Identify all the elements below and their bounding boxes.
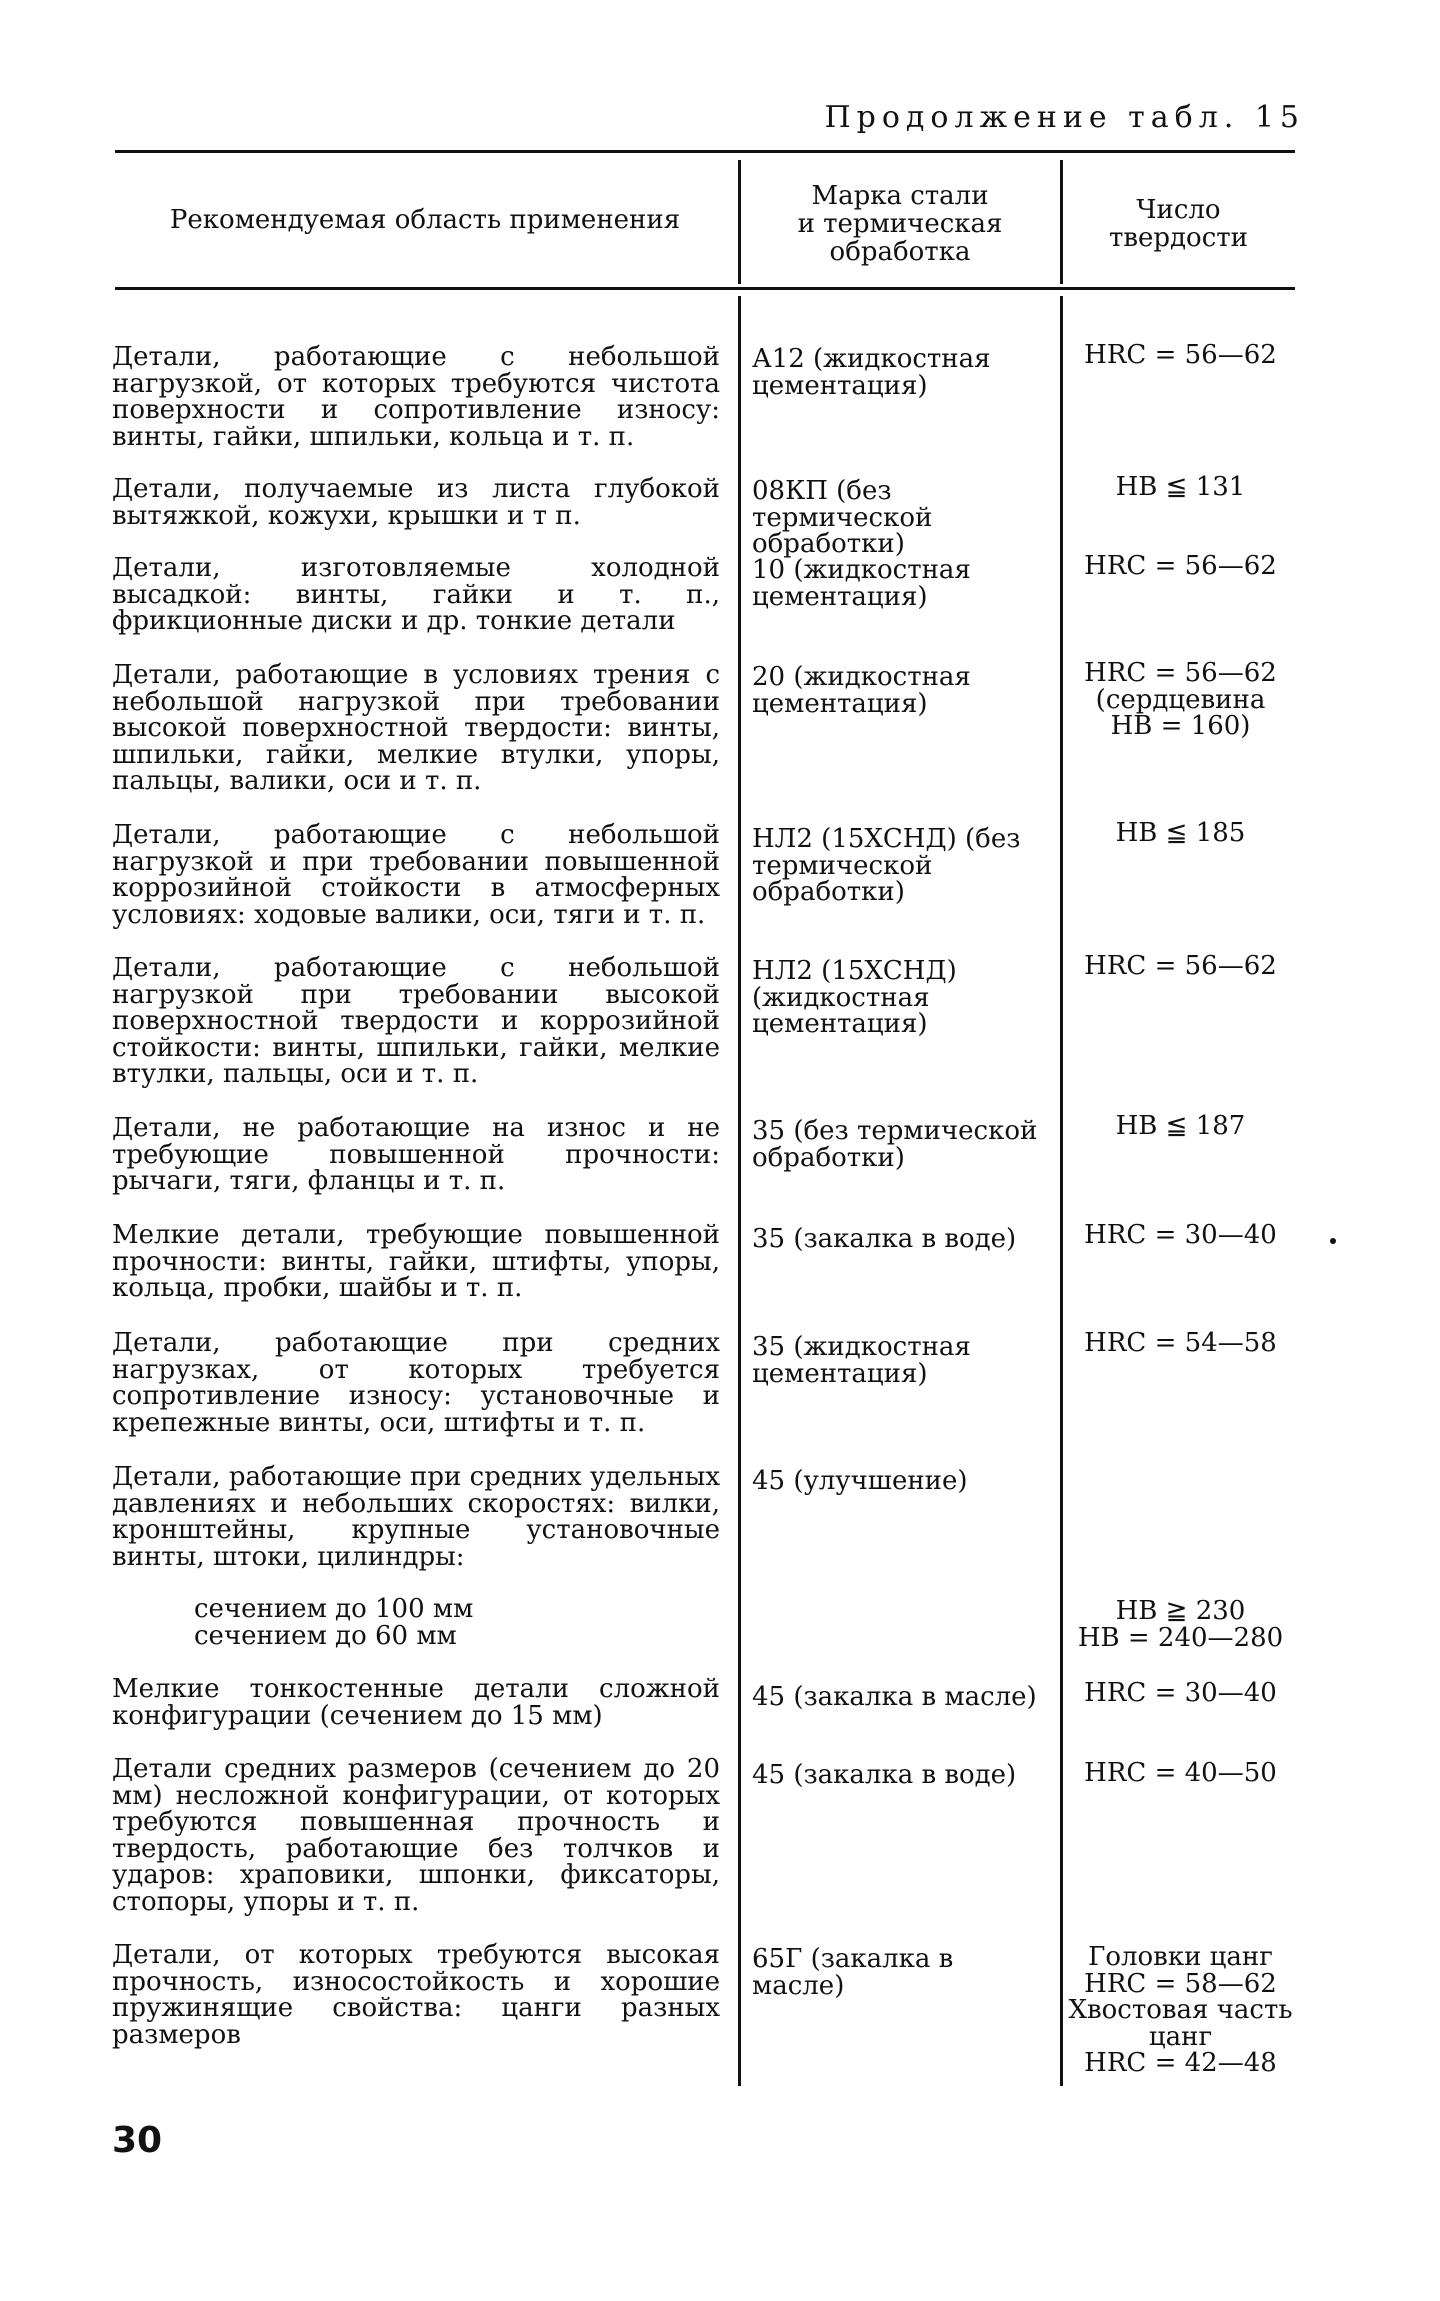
row-application-area: Детали, работающие с небольшой нагрузкой при требовании высокой поверхностной твердости и коррозийной стойкости: винты, шпильки, гайки, мелкие втулки, пальцы, оси и т. п. — [112, 953, 720, 1089]
header-steel-grade: Марка стали и термическая обработка — [797, 181, 1003, 267]
row-hardness: HB ≦ 187 — [1115, 1111, 1246, 1141]
row-steel-grade: 65Г (закалка в масле) — [752, 1944, 954, 2001]
row-steel-grade: НЛ2 (15ХСНД) (без термической обработки) — [752, 824, 1021, 907]
row-hardness: HRC = 40—50 — [1084, 1758, 1277, 1788]
column-divider — [738, 296, 741, 2086]
row-steel-grade: 35 (закалка в воде) — [752, 1224, 1017, 1254]
row-steel-grade: 45 (улучшение) — [752, 1466, 968, 1496]
table-top-rule — [115, 150, 1295, 153]
column-divider — [738, 160, 741, 284]
row-steel-grade: 35 (жидкостная цементация) — [752, 1332, 971, 1389]
row-hardness: HB ≦ 131 — [1115, 472, 1246, 502]
row-steel-grade: 20 (жидкостная цементация) — [752, 662, 971, 719]
print-speck — [1330, 1238, 1336, 1244]
column-divider — [1060, 296, 1063, 2086]
column-divider — [1060, 160, 1063, 284]
row-application-area: Детали, работающие в условиях трения с небольшой нагрузкой при требовании высокой поверхностной твердости: винты, шпильки, гайки, мелкие втулки, упоры, пальцы, валики, оси и т. п. — [112, 660, 720, 796]
row-steel-grade: НЛ2 (15ХСНД) (жидкостная цементация) — [752, 956, 957, 1039]
row-hardness: HRC = 56—62 (сердцевина HB = 160) — [1084, 658, 1277, 741]
row-steel-grade: 35 (без термической обработки) — [752, 1116, 1038, 1173]
row-application-area: Мелкие детали, требующие повышенной прочности: винты, гайки, штифты, упоры, кольца, пробки, шайбы и т. п. — [112, 1220, 720, 1303]
row-hardness: HRC = 56—62 — [1084, 551, 1277, 581]
row-steel-grade: 08КП (без термической обработки) — [752, 476, 933, 559]
page-number: 30 — [112, 2120, 163, 2161]
header-hardness: Число твердости — [1109, 195, 1248, 253]
row-application-area-subrows: сечением до 100 мм сечением до 60 мм — [194, 1594, 474, 1651]
row-hardness: HB ≧ 230 HB = 240—280 — [1077, 1596, 1284, 1653]
row-hardness: HB ≦ 185 — [1115, 818, 1246, 848]
row-hardness: HRC = 30—40 — [1084, 1220, 1277, 1250]
row-hardness: Головки цанг HRC = 58—62 Хвостовая часть цанг HRC = 42—48 — [1068, 1942, 1293, 2078]
row-hardness: HRC = 54—58 — [1084, 1328, 1277, 1358]
row-application-area: Детали, работающие с небольшой нагрузкой и при требовании повышенной коррозийной стойкости в атмосферных условиях: ходовые валики, оси, тяги и т. п. — [112, 820, 720, 930]
row-hardness: HRC = 56—62 — [1084, 340, 1277, 370]
row-hardness: HRC = 56—62 — [1084, 951, 1277, 981]
row-application-area: Детали, работающие при средних удельных давлениях и небольших скоростях: вилки, кронштейны, крупные установочные винты, штоки, цилиндры: — [112, 1462, 720, 1572]
row-application-area: Детали, работающие при средних нагрузках, от которых требуется сопротивление износу: установочные и крепежные винты, оси, штифты и т. п. — [112, 1328, 720, 1438]
row-hardness: HRC = 30—40 — [1084, 1678, 1277, 1708]
row-steel-grade: А12 (жидкостная цементация) — [752, 344, 991, 401]
row-application-area: Детали, работающие с небольшой нагрузкой, от которых требуются чистота поверхности и сопротивление износу: винты, гайки, шпильки, кольца и т. п. — [112, 342, 720, 452]
row-application-area: Детали, получаемые из листа глубокой вытяжкой, кожухи, крышки и т п. — [112, 474, 720, 531]
row-steel-grade: 10 (жидкостная цементация) — [752, 555, 971, 612]
row-application-area: Детали, от которых требуются высокая прочность, износостойкость и хорошие пружинящие свойства: цанги разных размеров — [112, 1940, 720, 2050]
header-application-area: Рекомендуемая область применения — [169, 205, 681, 235]
row-steel-grade: 45 (закалка в воде) — [752, 1760, 1017, 1790]
row-application-area: Детали, изготовляемые холодной высадкой: винты, гайки и т. п., фрикционные диски и др. тонкие детали — [112, 553, 720, 636]
table-header-rule — [115, 287, 1295, 290]
row-application-area: Детали средних размеров (сечением до 20 мм) несложной конфигурации, от которых требуются повышенная прочность и твердость, работающие без толчков и ударов: храповики, шпонки, фиксаторы, стопоры, упоры и т. п. — [112, 1754, 720, 1917]
row-application-area: Детали, не работающие на износ и не требующие повышенной прочности: рычаги, тяги, фланцы и т. п. — [112, 1113, 720, 1196]
row-steel-grade: 45 (закалка в масле) — [752, 1682, 1037, 1712]
row-application-area: Мелкие тонкостенные детали сложной конфигурации (сечением до 15 мм) — [112, 1674, 720, 1731]
running-head: Продолжение табл. 15 — [824, 100, 1305, 135]
